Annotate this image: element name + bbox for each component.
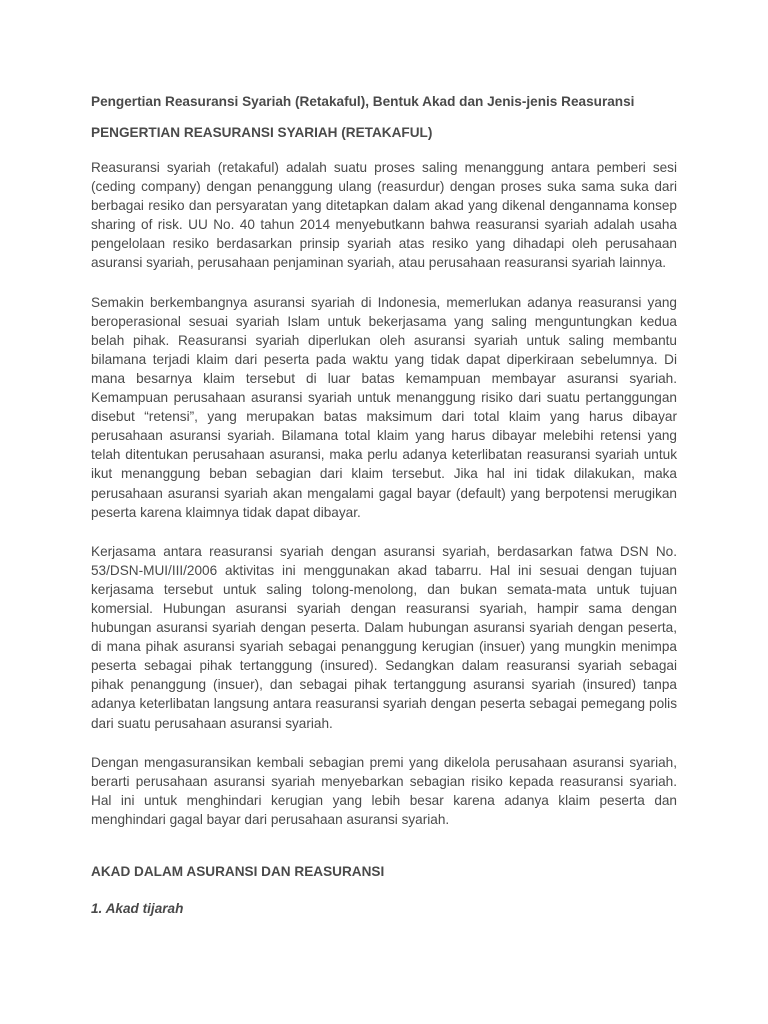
section-heading-akad: AKAD DALAM ASURANSI DAN REASURANSI — [91, 864, 385, 879]
subsection-heading-akad-tijarah: 1. Akad tijarah — [91, 901, 184, 916]
section-heading-pengertian: PENGERTIAN REASURANSI SYARIAH (RETAKAFUL) — [91, 125, 433, 140]
document-title: Pengertian Reasuransi Syariah (Retakaful), Bentuk Akad dan Jenis-jenis Reasuransi — [91, 94, 635, 109]
paragraph-development: Semakin berkembangnya asuransi syariah di Indonesia, memerlukan adanya reasuransi yang beroperasional sesuai syariah Islam untuk bekerjasama yang saling menguntungkan kedua belah pihak. Reasuransi syariah diperlukan oleh asuransi syariah untuk saling membantu bilamana terjadi klaim dari peserta pada waktu yang tidak dapat diperkiraan sebelumnya. Di mana besarnya klaim tersebut di luar batas kemampuan membayar asuransi syariah. Kemampuan perusahaan asuransi syariah untuk menanggung risiko dari suatu pertanggungan disebut “retensi”, yang merupakan batas maksimum dari total klaim yang harus dibayar perusahaan asuransi syariah. Bilamana total klaim yang harus dibayar melebihi retensi yang telah ditentukan perusahaan asuransi, maka perlu adanya keterlibatan reasuransi syariah untuk ikut menanggung beban sebagian dari klaim tersebut. Jika hal ini tidak dilakukan, maka perusahaan asuransi syariah akan mengalami gagal bayar (default) yang berpotensi merugikan peserta karena klaimnya tidak dapat dibayar. — [91, 294, 677, 520]
paragraph-definition: Reasuransi syariah (retakaful) adalah suatu proses saling menanggung antara pemberi sesi (ceding company) dengan penanggung ulang (reasurdur) dengan proses suka sama suka dari berbagai resiko dan persyaratan yang ditetapkan dalam akad yang dikenal dengannama konsep sharing of risk. UU No. 40 tahun 2014 menyebutkann bahwa reasuransi syariah adalah usaha pengelolaan resiko berdasarkan prinsip syariah atas resiko yang dihadapi oleh perusahaan asuransi syariah, perusahaan penjaminan syariah, atau perusahaan reasuransi syariah lainnya. — [91, 160, 677, 271]
paragraph-reinsuring: Dengan mengasuransikan kembali sebagian premi yang dikelola perusahaan asuransi syariah, berarti perusahaan asuransi syariah menyebarkan sebagian risiko kepada reasuransi syariah. Hal ini untuk menghindari kerugian yang lebih besar karena adanya klaim peserta dan menghindari gagal bayar dari perusahaan asuransi syariah. — [91, 754, 677, 827]
paragraph-cooperation: Kerjasama antara reasuransi syariah dengan asuransi syariah, berdasarkan fatwa DSN No. 53/DSN-MUI/III/2006 aktivitas ini menggunakan akad tabarru. Hal ini sesuai dengan tujuan kerjasama tersebut untuk saling tolong-menolong, dan bukan semata-mata untuk tujuan komersial. Hubungan asuransi syariah dengan reasuransi syariah, hampir sama dengan hubungan asuransi syariah dengan peserta. Dalam hubungan asuransi syariah dengan peserta, di mana pihak asuransi syariah sebagai penanggung kerugian (insuer) yang mungkin menimpa peserta sebagai pihak tertanggung (insured). Sedangkan dalam reasuransi syariah sebagai pihak penanggung (insuer), dan sebagai pihak tertanggung asuransi syariah (insured) tanpa adanya keterlibatan langsung antara reasuransi syariah dengan peserta sebagai pemegang polis dari suatu perusahaan asuransi syariah. — [91, 543, 677, 731]
